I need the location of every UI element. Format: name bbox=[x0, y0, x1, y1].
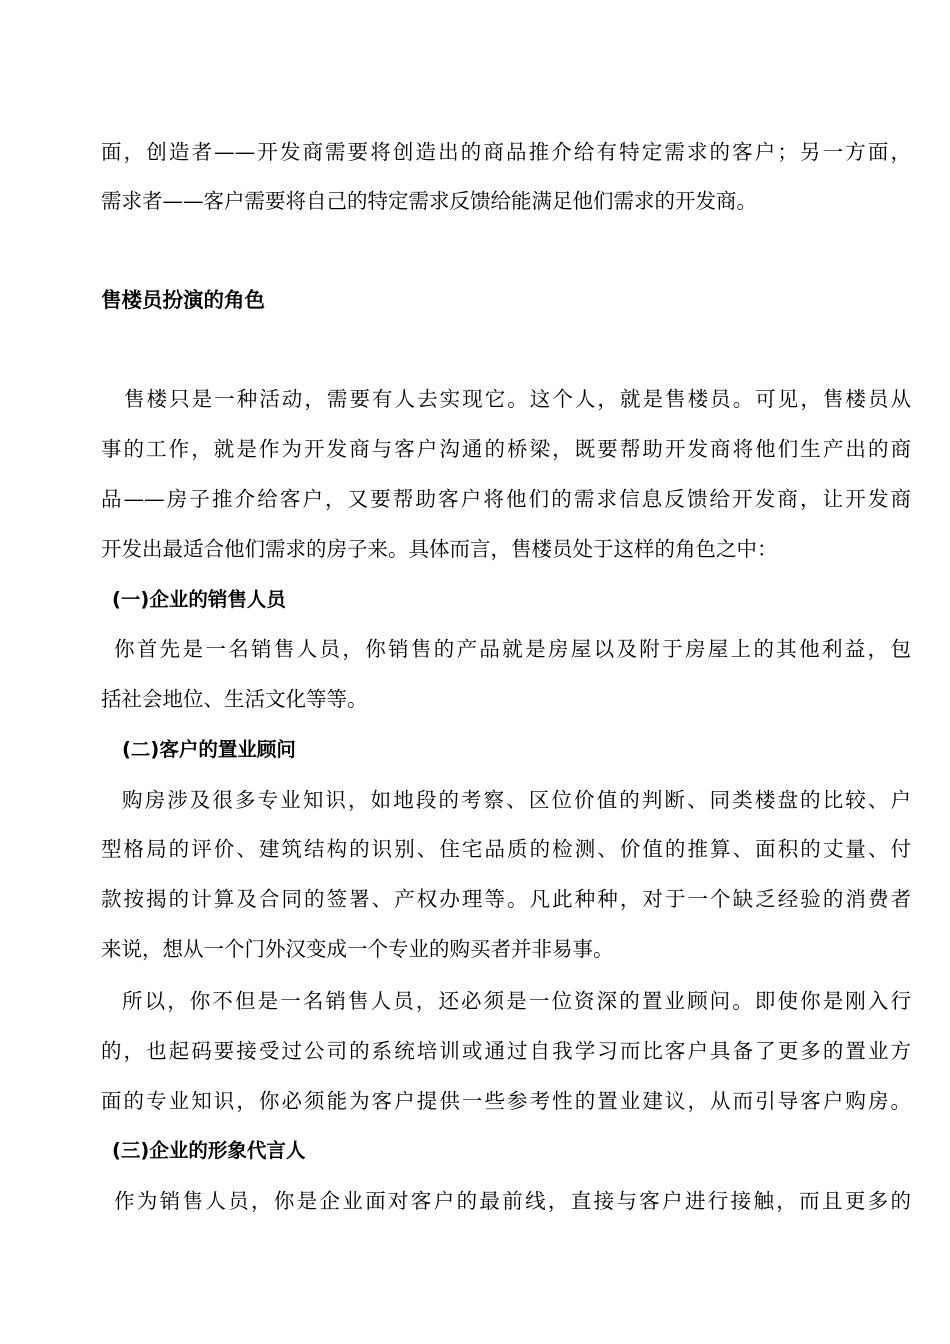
role-2-p1-line-4: 来说，想从一个门外汉变成一个专业的购买者并非易事。 bbox=[101, 937, 614, 961]
section-line-4: 开发出最适合他们需求的房子来。具体而言，售楼员处于这样的角色之中： bbox=[101, 537, 778, 561]
role-2-p2-line-1: 所以，你不但是一名销售人员，还必须是一位资深的置业顾问。即使你是刚入行 bbox=[122, 989, 911, 1013]
role-3-heading: (三)企业的形象代言人 bbox=[112, 1139, 306, 1162]
role-2-p1-line-1: 购房涉及很多专业知识，如地段的考察、区位价值的判断、同类楼盘的比较、户 bbox=[122, 788, 911, 812]
role-1-line-2: 括社会地位、生活文化等等。 bbox=[101, 687, 368, 711]
role-2-p2-line-3: 面的专业知识，你必须能为客户提供一些参考性的置业建议，从而引导客户购房。 bbox=[101, 1089, 911, 1113]
role-2-heading: (二)客户的置业顾问 bbox=[122, 738, 296, 761]
role-1-heading: (一)企业的销售人员 bbox=[112, 588, 286, 611]
role-1-line-1: 你首先是一名销售人员，你销售的产品就是房屋以及附于房屋上的其他利益，包 bbox=[114, 637, 911, 661]
section-line-1: 售楼只是一种活动，需要有人去实现它。这个人，就是售楼员。可见，售楼员从 bbox=[124, 387, 911, 411]
role-2-p2-line-2: 的，也起码要接受过公司的系统培训或通过自我学习而比客户具备了更多的置业方 bbox=[101, 1039, 911, 1063]
section-line-3: 品——房子推介给客户，又要帮助客户将他们的需求信息反馈给开发商，让开发商 bbox=[101, 487, 911, 511]
role-3-line-1: 作为销售人员，你是企业面对客户的最前线，直接与客户进行接触，而且更多的 bbox=[114, 1189, 911, 1213]
section-heading: 售楼员扮演的角色 bbox=[101, 288, 265, 312]
role-2-p1-line-2: 型格局的评价、建筑结构的识别、住宅品质的检测、价值的推算、面积的丈量、付 bbox=[101, 837, 911, 861]
intro-line-2: 需求者——客户需要将自己的特定需求反馈给能满足他们需求的开发商。 bbox=[101, 189, 757, 213]
intro-line-1: 面，创造者——开发商需要将创造出的商品推介给有特定需求的客户；另一方面， bbox=[101, 140, 911, 164]
section-line-2: 事的工作，就是作为开发商与客户沟通的桥梁，既要帮助开发商将他们生产出的商 bbox=[101, 437, 911, 461]
role-2-p1-line-3: 款按揭的计算及合同的签署、产权办理等。凡此种种，对于一个缺乏经验的消费者 bbox=[101, 887, 911, 911]
